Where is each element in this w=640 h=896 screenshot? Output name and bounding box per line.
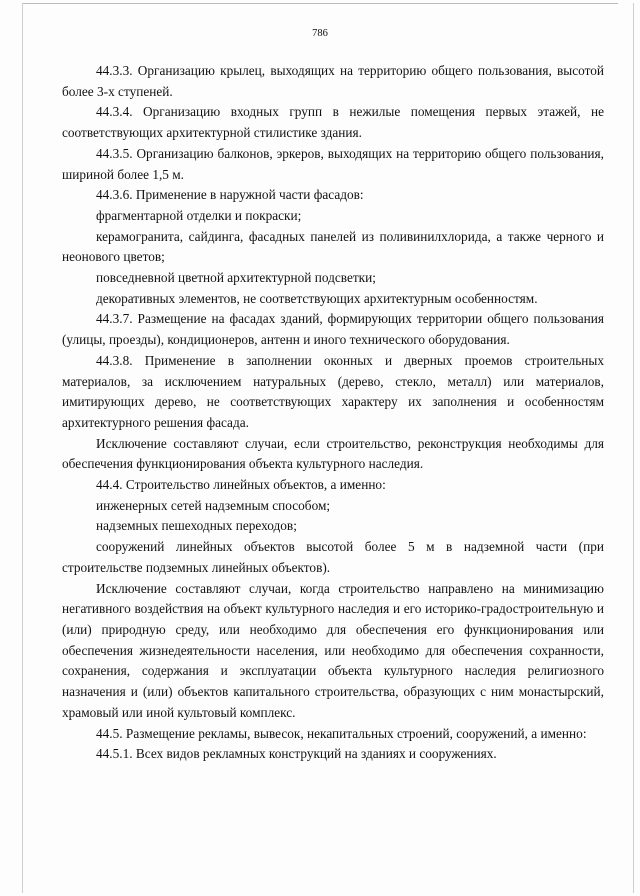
paragraph-44-5-1: 44.5.1. Всех видов рекламных конструкций на зданиях и сооружениях. <box>96 746 497 762</box>
paragraph-44-3-5: 44.3.5. Организацию балконов, эркеров, выходящих на территорию общего пользования, шириной более 1,5 м. <box>62 145 604 182</box>
paragraph-44-4: 44.4. Строительство линейных объектов, а именно: <box>96 477 386 493</box>
paragraph-44-3-7: 44.3.7. Размещение на фасадах зданий, формирующих территории общего пользования (улицы, проезды), кондиционеров, антенн и иного технического оборудования. <box>62 311 604 348</box>
list-item: декоративных элементов, не соответствующих архитектурным особенностям. <box>96 290 538 306</box>
list-item: повседневной цветной архитектурной подсветки; <box>96 270 376 286</box>
exception-paragraph: Исключение составляют случаи, если строительство, реконструкция необходимы для обеспечения функционирования объекта культурного наследия. <box>62 435 604 472</box>
paragraph-44-3-3: 44.3.3. Организацию крылец, выходящих на территорию общего пользования, высотой более 3-х ступеней. <box>62 63 604 99</box>
scan-edge-top <box>22 3 618 4</box>
list-item: керамогранита, сайдинга, фасадных панелей из поливинилхлорида, а также черного и неонового цветов; <box>62 228 604 265</box>
list-item: надземных пешеходных переходов; <box>96 518 297 534</box>
paragraph-44-3-4: 44.3.4. Организацию входных групп в нежилые помещения первых этажей, не соответствующих архитектурной стилистике здания. <box>62 104 604 141</box>
document-body <box>62 61 604 765</box>
list-item: сооружений линейных объектов высотой более 5 м в надземной части (при строительстве подземных линейных объектов). <box>62 539 604 575</box>
exception-paragraph: Исключение составляют случаи, когда строительство направлено на минимизацию негативного воздействия на объект культурного наследия и его историко-градостроительную и (или) природную среду, или необходимо для обеспечения его функционирования или обеспечения жизнедеятельности населения, или необходимо для обеспечения сохранности, сохранения, содержания и эксплуатации объекта культурного наследия религиозного назначения и (или) объектов капитального строительства, образующих с ним монастырский, храмовый или иной культовый комплекс. <box>62 580 604 720</box>
paragraph-44-3-6: 44.3.6. Применение в наружной части фасадов: <box>96 187 364 203</box>
page-number: 786 <box>312 28 328 39</box>
list-item: инженерных сетей надземным способом; <box>96 497 331 513</box>
paragraph-44-3-8: 44.3.8. Применение в заполнении оконных и дверных проемов строительных материалов, за исключением натуральных (дерево, стекло, металл) или материалов, имитирующих дерево, не соответствующих характеру их заполнения и особенностям архитектурного решения фасада. <box>62 352 604 430</box>
scan-edge-right <box>633 3 634 893</box>
list-item: фрагментарной отделки и покраски; <box>96 207 302 223</box>
paragraph-44-5: 44.5. Размещение рекламы, вывесок, некапитальных строений, сооружений, а именно: <box>96 725 587 741</box>
scan-edge-left <box>22 3 23 893</box>
